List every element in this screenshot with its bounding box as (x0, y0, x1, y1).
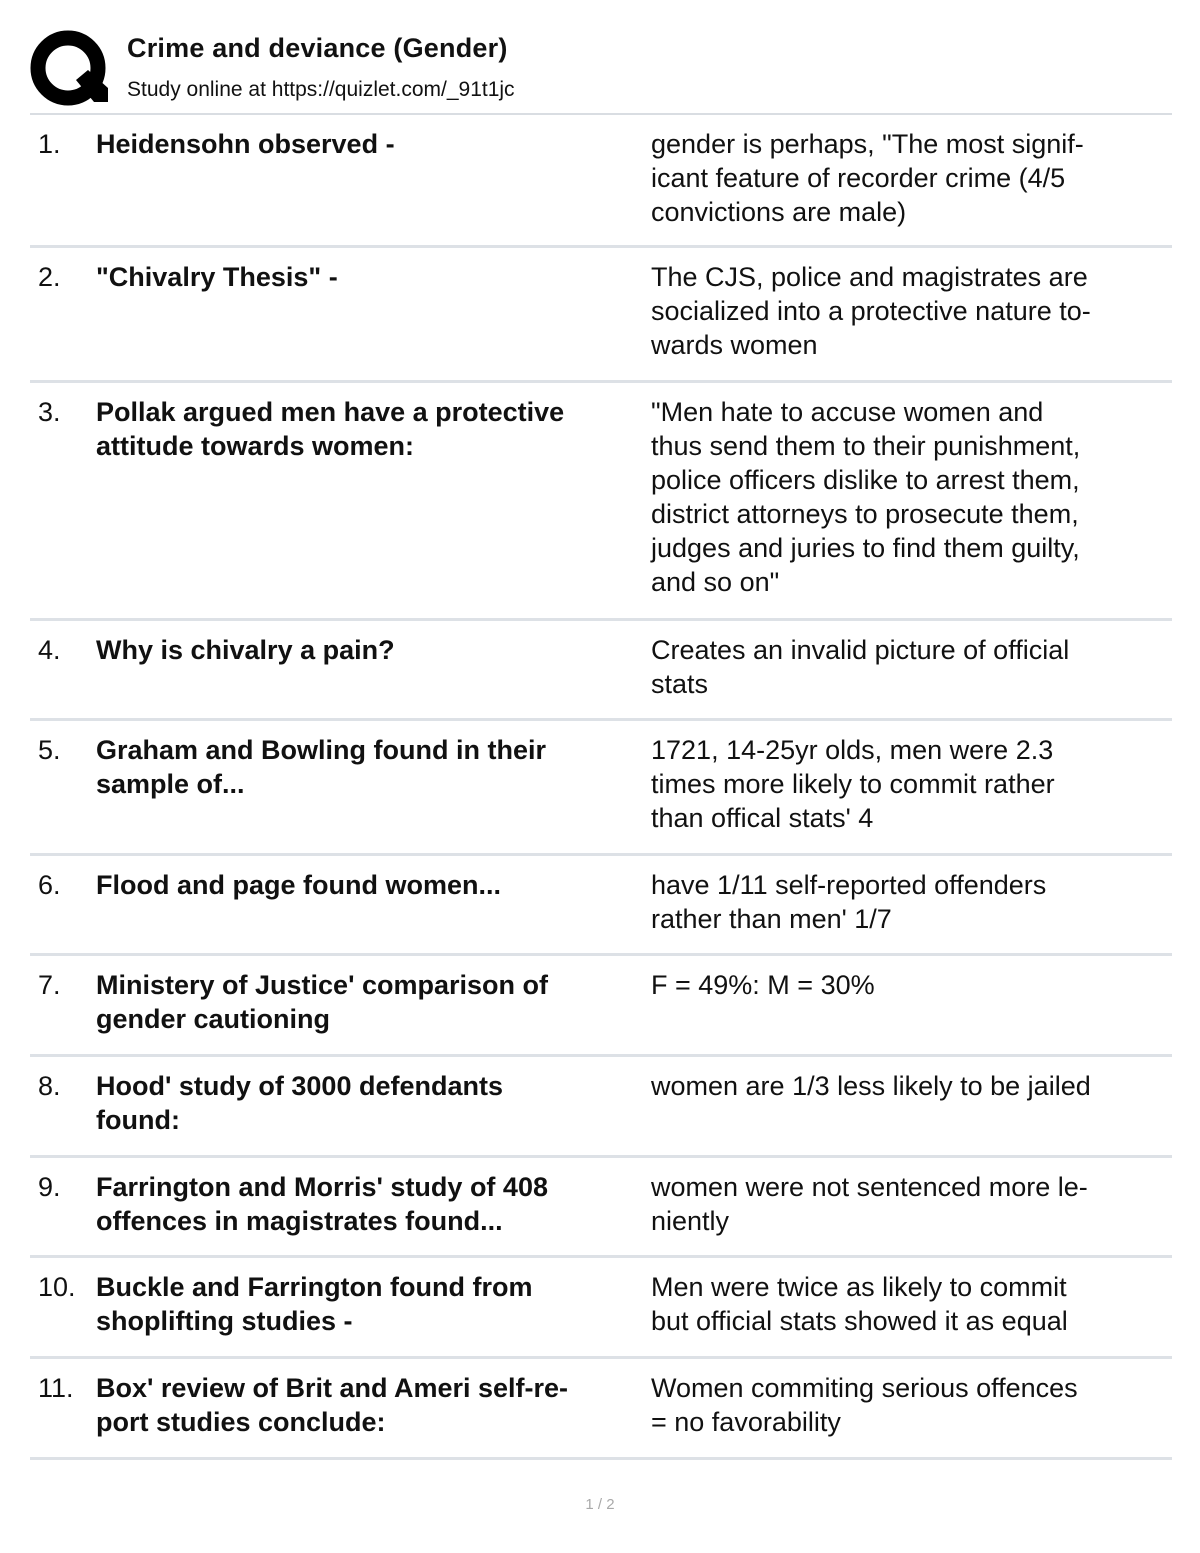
flashcard-row (30, 721, 1172, 856)
card-number: 6. (38, 870, 61, 900)
card-number: 2. (38, 262, 61, 292)
flashcard-row (30, 1158, 1172, 1258)
flashcard-row (30, 383, 1172, 621)
page-indicator: 1 / 2 (585, 1496, 615, 1513)
card-definition: Creates an invalid picture of official stats (651, 635, 1070, 699)
card-term: Why is chivalry a pain? (96, 635, 395, 665)
card-number: 4. (38, 635, 61, 665)
card-definition: Men were twice as likely to commit but official stats showed it as equal (651, 1272, 1068, 1336)
card-number: 9. (38, 1172, 61, 1202)
study-online-link[interactable]: Study online at https://quizlet.com/_91t1jc (127, 78, 515, 101)
flashcard-row (30, 956, 1172, 1057)
card-definition: "Men hate to accuse women and thus send them to their punishment, police officers dislike to arrest them, district attorneys to prosecute them, judges and juries to find them guilty, and so on" (651, 397, 1081, 597)
card-term: Ministery of Justice' comparison of gender cautioning (96, 970, 549, 1034)
card-term: Buckle and Farrington found from shoplifting studies - (96, 1272, 533, 1336)
card-definition: Women commiting serious offences = no favorability (651, 1373, 1078, 1437)
card-number: 11. (38, 1373, 74, 1403)
flashcard-row (30, 1057, 1172, 1158)
card-definition: women are 1/3 less likely to be jailed (651, 1071, 1091, 1101)
quizlet-q-logo-icon (30, 30, 110, 110)
card-term: Heidensohn observed - (96, 129, 395, 159)
card-term: Graham and Bowling found in their sample of... (96, 735, 546, 799)
card-number: 7. (38, 970, 61, 1000)
document-title: Crime and deviance (Gender) (127, 33, 508, 63)
flashcard-row (30, 621, 1172, 721)
flashcard-list (30, 115, 1172, 1460)
card-number: 8. (38, 1071, 61, 1101)
flashcard-row (30, 1359, 1172, 1460)
card-number: 10. (38, 1272, 76, 1302)
card-definition: women were not sentenced more le- niently (651, 1172, 1088, 1236)
flashcard-row (30, 115, 1172, 248)
card-definition: F = 49%: M = 30% (651, 970, 875, 1000)
card-definition: have 1/11 self-reported offenders rather than men' 1/7 (651, 870, 1047, 934)
card-number: 1. (38, 129, 61, 159)
flashcard-row (30, 1258, 1172, 1359)
document-header (30, 28, 1172, 112)
flashcard-row (30, 248, 1172, 383)
card-definition: 1721, 14-25yr olds, men were 2.3 times more likely to commit rather than offical stats' 4 (651, 735, 1055, 833)
card-term: Farrington and Morris' study of 408 offences in magistrates found... (96, 1172, 548, 1236)
flashcard-row (30, 856, 1172, 956)
card-term: Flood and page found women... (96, 870, 501, 900)
card-term: Pollak argued men have a protective attitude towards women: (96, 397, 565, 461)
card-definition: The CJS, police and magistrates are socialized into a protective nature to- wards women (651, 262, 1091, 360)
card-number: 5. (38, 735, 61, 765)
card-term: "Chivalry Thesis" - (96, 262, 338, 292)
card-term: Hood' study of 3000 defendants found: (96, 1071, 503, 1135)
card-definition: gender is perhaps, "The most signif- icant feature of recorder crime (4/5 convictions are male) (651, 129, 1084, 227)
card-number: 3. (38, 397, 61, 427)
card-term: Box' review of Brit and Ameri self-re- port studies conclude: (96, 1373, 569, 1437)
